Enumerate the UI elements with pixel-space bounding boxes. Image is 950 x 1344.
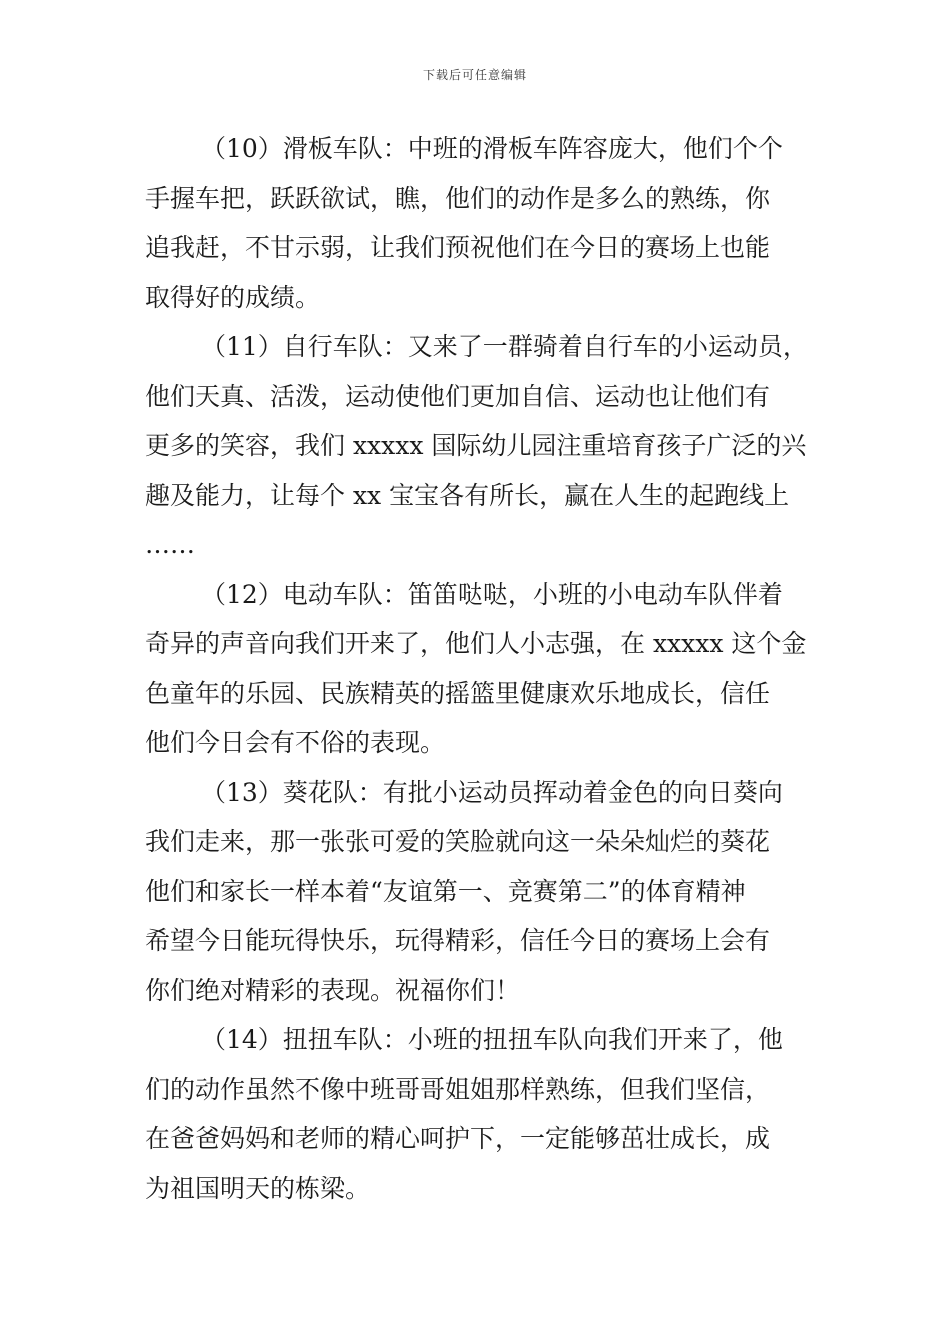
- paragraph-14-line-2: 们的动作虽然不像中班哥哥姐姐那样熟练，但我们坚信，: [145, 1074, 771, 1104]
- paragraph-10-line-1: （10）滑板车队：中班的滑板车阵容庞大，他们个个: [201, 134, 783, 163]
- paragraph-13-line-1: （13）葵花队：有批小运动员挥动着金色的向日葵向: [201, 777, 783, 807]
- paragraph-10-line-3: 追我赶，不甘示弱，让我们预祝他们在今日的赛场上也能: [145, 233, 771, 262]
- paragraph-14-line-3: 在爸爸妈妈和老师的精心呵护下，一定能够茁壮成长，成: [145, 1124, 771, 1153]
- paragraph-13-line-5: 你们绝对精彩的表现。祝福你们！: [145, 975, 521, 1005]
- paragraph-11-line-1: （11）自行车队：又来了一群骑着自行车的小运动员，: [201, 332, 808, 361]
- paragraph-13-line-3: 他们和家长一样本着“友谊第一、竞赛第二”的体育精神: [145, 876, 746, 906]
- paragraph-13-line-4: 希望今日能玩得快乐，玩得精彩，信任今日的赛场上会有: [145, 926, 771, 955]
- paragraph-11-line-5: ……: [145, 530, 195, 559]
- paragraph-12-line-3: 色童年的乐园、民族精英的摇篮里健康欢乐地成长，信任: [145, 678, 771, 708]
- paragraph-14-line-1: （14）扭扭车队：小班的扭扭车队向我们开来了，他: [201, 1025, 783, 1054]
- paragraph-12-line-2: 奇异的声音向我们开来了，他们人小志强，在 xxxxx 这个金: [145, 629, 807, 658]
- document-body: [145, 124, 810, 1213]
- paragraph-10-line-2: 手握车把，跃跃欲试，瞧，他们的动作是多么的熟练，你: [145, 183, 771, 213]
- paragraph-10-line-4: 取得好的成绩。: [145, 282, 321, 312]
- paragraph-13-line-2: 我们走来，那一张张可爱的笑脸就向这一朵朵灿烂的葵花: [145, 827, 771, 856]
- paragraph-11-line-3: 更多的笑容，我们 xxxxx 国际幼儿园注重培育孩子广泛的兴: [145, 431, 807, 460]
- paragraph-11-line-2: 他们天真、活泼，运动使他们更加自信、运动也让他们有: [145, 381, 771, 411]
- paragraph-12-line-4: 他们今日会有不俗的表现。: [145, 728, 446, 757]
- paragraph-12-line-1: （12）电动车队：笛笛哒哒，小班的小电动车队伴着: [201, 579, 783, 609]
- paragraph-14-line-4: 为祖国明天的栋梁。: [145, 1173, 371, 1203]
- download-note: 下载后可任意编辑: [422, 68, 527, 82]
- paragraph-11-line-4: 趣及能力，让每个 xx 宝宝各有所长，赢在人生的起跑线上: [145, 480, 790, 510]
